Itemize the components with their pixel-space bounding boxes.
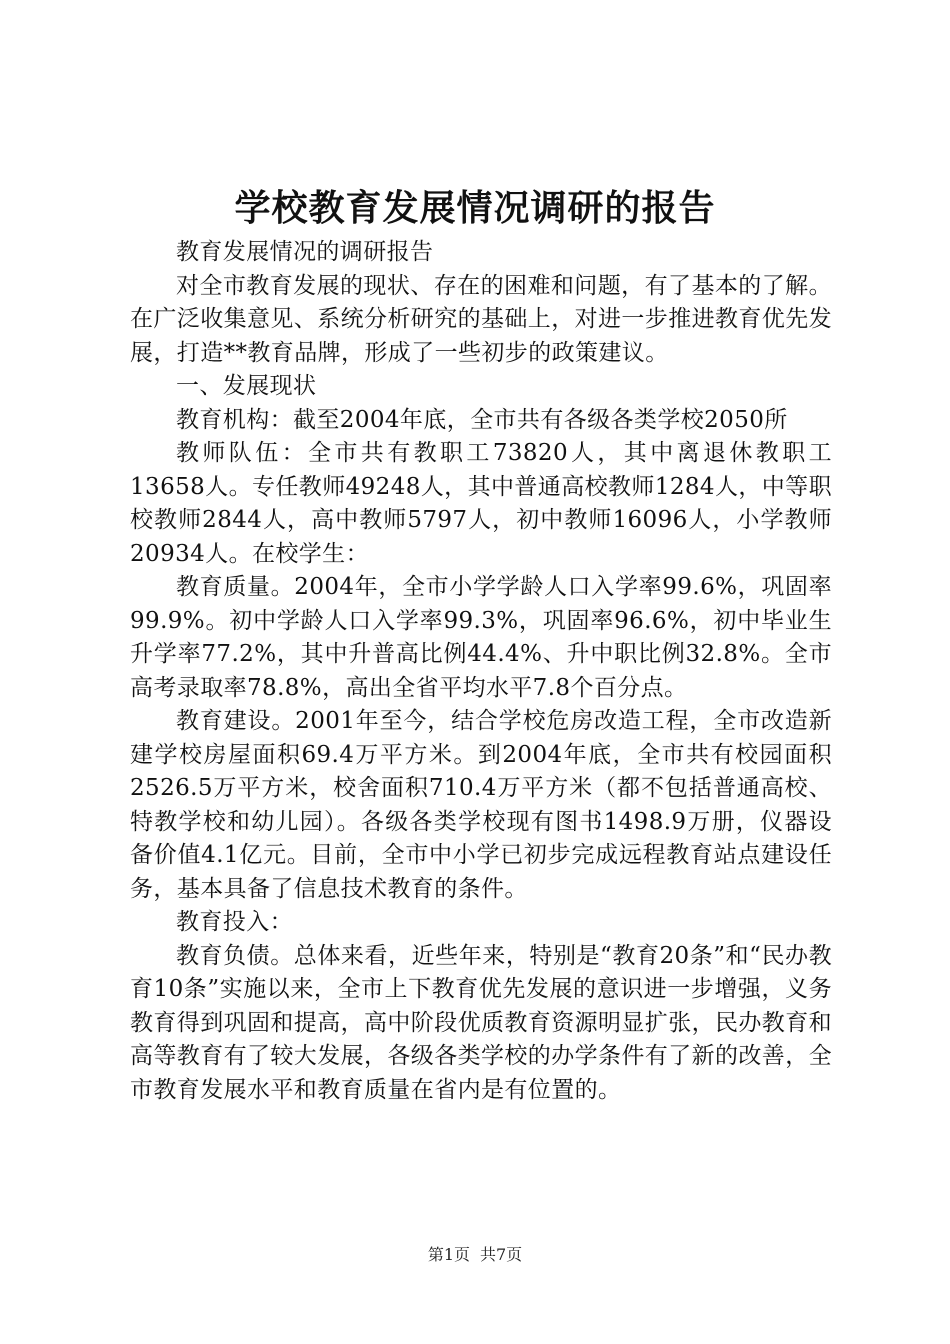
section-heading: 一、发展现状 [176,373,317,399]
paragraph-debt: 教育负债。总体来看，近些年来，特别是“教育20条”和“民办教育10条”实施以来，全市上下教育优先发展的意识进一步增强，义务教育得到巩固和提高，高中阶段优质教育资源明显扩张，民办教育和高等教育有了较大发展，各级各类学校的办学条件有了新的改善，全市教育发展水平和教育质量在省内是有位置的。 [130,942,832,1103]
paragraph-teachers: 教师队伍：全市共有教职工73820人，其中离退休教职工13658人。专任教师49248人，其中普通高校教师1284人，中等职校教师2844人，高中教师5797人，初中教师16096人，小学教师20934人。在校学生： [130,440,832,567]
document-body [130,236,832,1107]
paragraph-investment: 教育投入： [176,909,293,935]
page-total: 共7页 [480,1245,523,1264]
page-number: 第1页 [427,1245,470,1264]
document-title: 学校教育发展情况调研的报告 [234,187,716,229]
paragraph-institutions: 教育机构：截至2004年底，全市共有各级各类学校2050所 [176,406,788,433]
paragraph-subtitle: 教育发展情况的调研报告 [176,239,434,265]
paragraph-quality: 教育质量。2004年，全市小学学龄人口入学率99.6%，巩固率99.9%。初中学龄人口入学率99.3%，巩固率96.6%，初中毕业生升学率77.2%，其中升普高比例44.4%、升中职比例32.8%。全市高考录取率78.8%，高出全省平均水平7.8个百分点。 [130,574,832,701]
paragraph-intro: 对全市教育发展的现状、存在的困难和问题，有了基本的了解。在广泛收集意见、系统分析研究的基础上，对进一步推进教育优先发展，打造**教育品牌，形成了一些初步的政策建议。 [130,272,832,366]
page-footer [0,1243,950,1267]
paragraph-construction: 教育建设。2001年至今，结合学校危房改造工程，全市改造新建学校房屋面积69.4万平方米。到2004年底，全市共有校园面积2526.5万平方米，校舍面积710.4万平方米（都不包括普通高校、特教学校和幼儿园）。各级各类学校现有图书1498.9万册，仪器设备价值4.1亿元。目前，全市中小学已初步完成远程教育站点建设任务，基本具备了信息技术教育的条件。 [130,708,832,902]
